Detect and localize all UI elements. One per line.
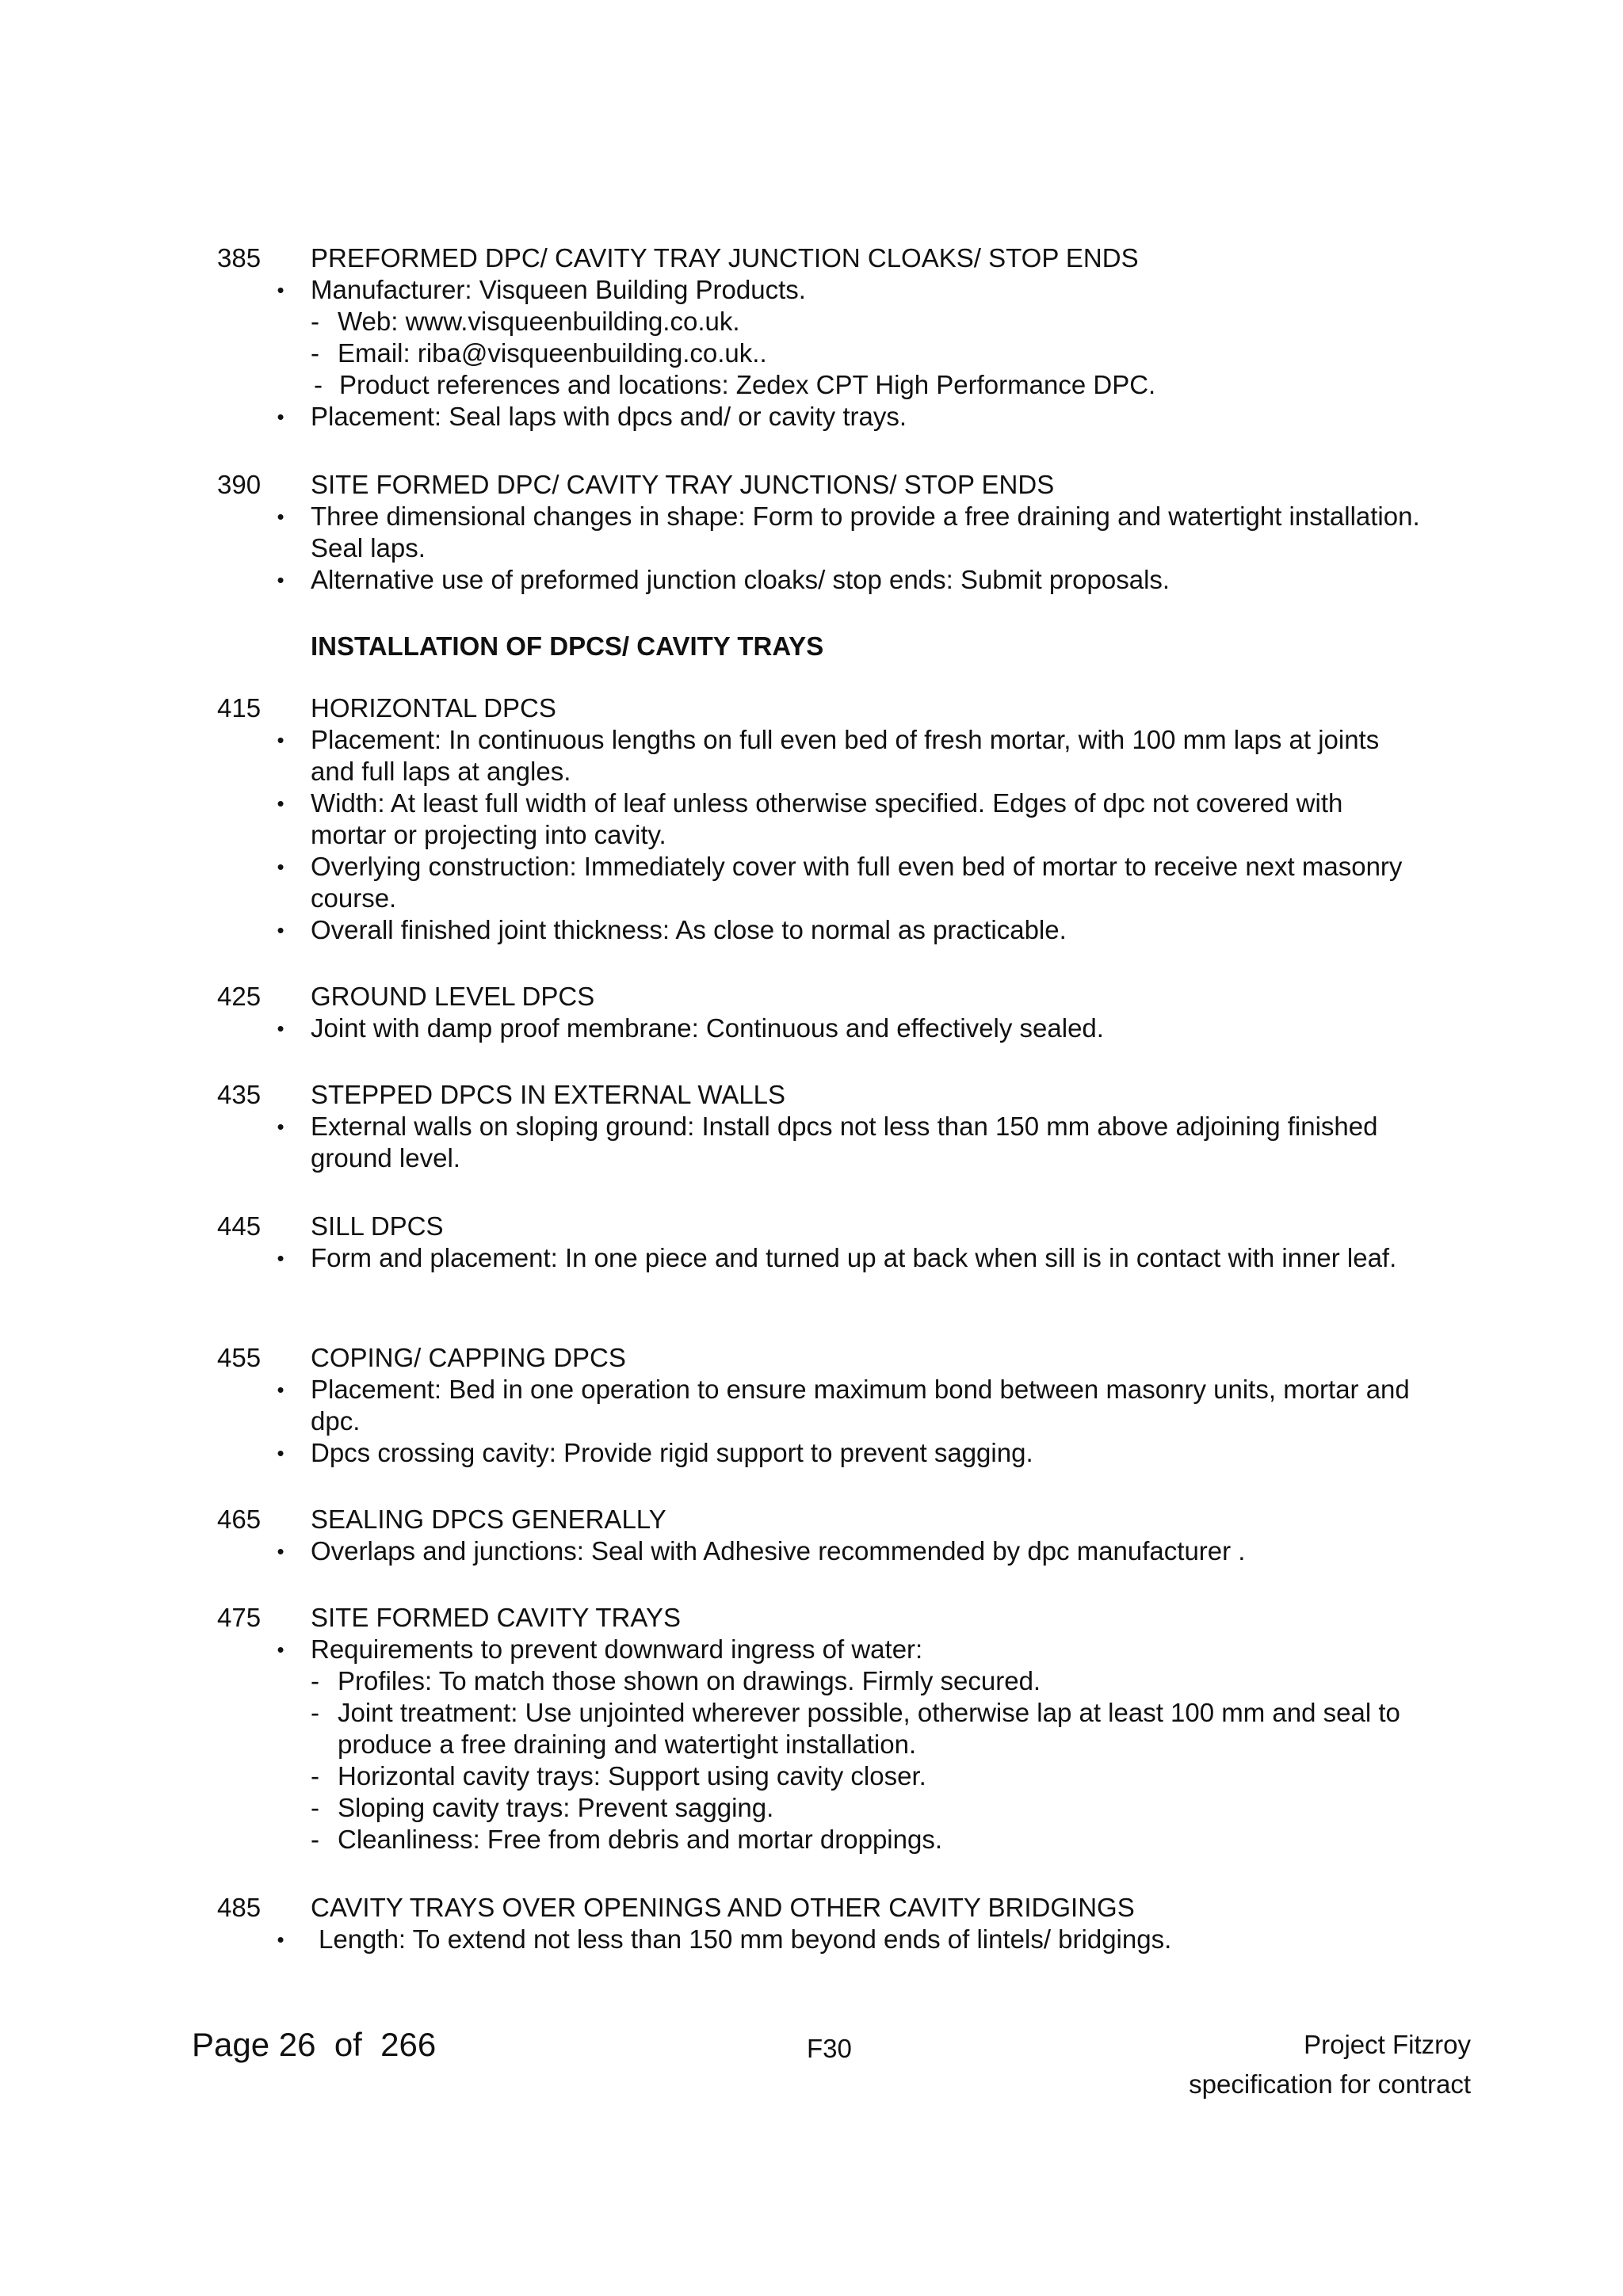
document-type: specification for contract: [1189, 2069, 1471, 2099]
bullet-glyph: •: [277, 568, 285, 592]
bullet-text: Form and placement: In one piece and turned up at back when sill is in contact with inner leaf.: [311, 1243, 1397, 1272]
clause-title: SILL DPCS: [311, 1211, 444, 1241]
bullet-item: [277, 1374, 1420, 1437]
bullet-item: [277, 274, 1420, 306]
footer-project: [1189, 2025, 1471, 2104]
bullet-glyph: •: [277, 1016, 285, 1040]
dash-glyph: -: [311, 1761, 319, 1791]
bullet-glyph: •: [277, 278, 285, 302]
sub-item-text: Sloping cavity trays: Prevent sagging.: [338, 1793, 774, 1822]
bullet-text: Placement: Bed in one operation to ensure maximum bond between masonry units, mortar and dpc.: [311, 1375, 1410, 1436]
clause-number: 385: [217, 243, 262, 273]
clause-number: 485: [217, 1893, 262, 1922]
clause-title: HORIZONTAL DPCS: [311, 693, 556, 723]
bullet-item: [277, 1535, 1420, 1567]
section-heading-text: INSTALLATION OF DPCS/ CAVITY TRAYS: [311, 631, 824, 661]
bullet-item: [277, 1924, 1420, 1955]
clause-number: 445: [217, 1211, 262, 1241]
sub-item-text: Cleanliness: Free from debris and mortar droppings.: [338, 1825, 943, 1854]
clause-title: PREFORMED DPC/ CAVITY TRAY JUNCTION CLOAKS/ STOP ENDS: [311, 243, 1139, 273]
bullet-text: Placement: In continuous lengths on full even bed of fresh mortar, with 100 mm laps at joints and full laps at angles.: [311, 725, 1380, 786]
bullet-text: Placement: Seal laps with dpcs and/ or cavity trays.: [311, 402, 907, 431]
bullet-glyph: •: [277, 855, 285, 879]
dash-glyph: -: [311, 307, 319, 336]
bullet-text: Requirements to prevent downward ingress of water:: [311, 1634, 923, 1664]
bullet-text: Overlaps and junctions: Seal with Adhesive recommended by dpc manufacturer .: [311, 1536, 1246, 1566]
clause-number: 425: [217, 982, 262, 1011]
bullet-glyph: •: [277, 1378, 285, 1402]
bullet-glyph: •: [277, 1246, 285, 1270]
bullet-item: [277, 788, 1420, 851]
sub-item-text: Web: www.visqueenbuilding.co.uk.: [338, 307, 740, 336]
bullet-glyph: •: [277, 1928, 285, 1951]
bullet-item: [277, 564, 1420, 596]
bullet-item: [277, 1111, 1420, 1174]
clause-number: 435: [217, 1080, 262, 1109]
section-code: F30: [807, 2034, 852, 2063]
bullet-text: Overall finished joint thickness: As close to normal as practicable.: [311, 915, 1067, 944]
clause-number: 475: [217, 1603, 262, 1632]
page-number: Page 26 of 266: [192, 2026, 437, 2063]
clause-title: COPING/ CAPPING DPCS: [311, 1343, 626, 1372]
bullet-glyph: •: [277, 505, 285, 528]
bullet-item: [277, 914, 1420, 946]
dash-glyph: -: [311, 1793, 319, 1822]
bullet-glyph: •: [277, 1441, 285, 1465]
dash-glyph: -: [311, 1825, 319, 1854]
bullet-glyph: •: [277, 1115, 285, 1138]
project-name: Project Fitzroy: [1304, 2030, 1471, 2059]
bullet-item: [277, 1242, 1420, 1274]
clause-title: GROUND LEVEL DPCS: [311, 982, 595, 1011]
clause-title: CAVITY TRAYS OVER OPENINGS AND OTHER CAVITY BRIDGINGS: [311, 1893, 1135, 1922]
bullet-text: External walls on sloping ground: Install dpcs not less than 150 mm above adjoining finished ground level.: [311, 1112, 1378, 1173]
sub-item-text: Email: riba@visqueenbuilding.co.uk..: [338, 338, 767, 368]
bullet-text: Three dimensional changes in shape: Form to provide a free draining and watertight installation. Seal laps.: [311, 502, 1420, 563]
clause-number: 455: [217, 1343, 262, 1372]
dash-glyph: -: [311, 1698, 319, 1727]
sub-item-text: Joint treatment: Use unjointed wherever possible, otherwise lap at least 100 mm and seal to produce a free draining and watertight installation.: [338, 1698, 1400, 1759]
dash-glyph: -: [311, 1666, 319, 1695]
bullet-glyph: •: [277, 791, 285, 815]
clause-number: 465: [217, 1505, 262, 1534]
bullet-text: Width: At least full width of leaf unless otherwise specified. Edges of dpc not covered with mortar or projecting into cavity.: [311, 788, 1343, 849]
bullet-glyph: •: [277, 728, 285, 752]
clause-number: 415: [217, 693, 262, 723]
bullet-glyph: •: [277, 1638, 285, 1661]
dash-glyph: -: [311, 338, 319, 368]
clause-title: SITE FORMED CAVITY TRAYS: [311, 1603, 681, 1632]
bullet-text: Alternative use of preformed junction cloaks/ stop ends: Submit proposals.: [311, 565, 1170, 594]
dash-glyph: -: [314, 370, 323, 399]
bullet-item: [277, 724, 1420, 788]
bullet-item: [277, 501, 1420, 564]
bullet-item: [277, 1634, 1420, 1665]
clause-number: 390: [217, 470, 262, 499]
bullet-glyph: •: [277, 918, 285, 942]
bullet-glyph: •: [277, 405, 285, 429]
bullet-item: [277, 851, 1420, 914]
sub-item-text: Horizontal cavity trays: Support using cavity closer.: [338, 1761, 926, 1791]
bullet-text: Joint with damp proof membrane: Continuous and effectively sealed.: [311, 1013, 1104, 1043]
bullet-text: Length: To extend not less than 150 mm beyond ends of lintels/ bridgings.: [319, 1924, 1172, 1954]
bullet-text: Manufacturer: Visqueen Building Products.: [311, 275, 806, 304]
bullet-item: [277, 1437, 1420, 1469]
clause-title: SEALING DPCS GENERALLY: [311, 1505, 666, 1534]
sub-item-text: Profiles: To match those shown on drawings. Firmly secured.: [338, 1666, 1041, 1695]
bullet-text: Dpcs crossing cavity: Provide rigid support to prevent sagging.: [311, 1438, 1033, 1467]
bullet-text: Overlying construction: Immediately cover with full even bed of mortar to receive next masonry course.: [311, 852, 1403, 913]
bullet-item: [277, 1013, 1420, 1044]
clause-title: SITE FORMED DPC/ CAVITY TRAY JUNCTIONS/ STOP ENDS: [311, 470, 1055, 499]
bullet-glyph: •: [277, 1539, 285, 1563]
clause-title: STEPPED DPCS IN EXTERNAL WALLS: [311, 1080, 786, 1109]
sub-item-text: Product references and locations: Zedex CPT High Performance DPC.: [339, 370, 1156, 399]
bullet-item: [277, 401, 1420, 433]
